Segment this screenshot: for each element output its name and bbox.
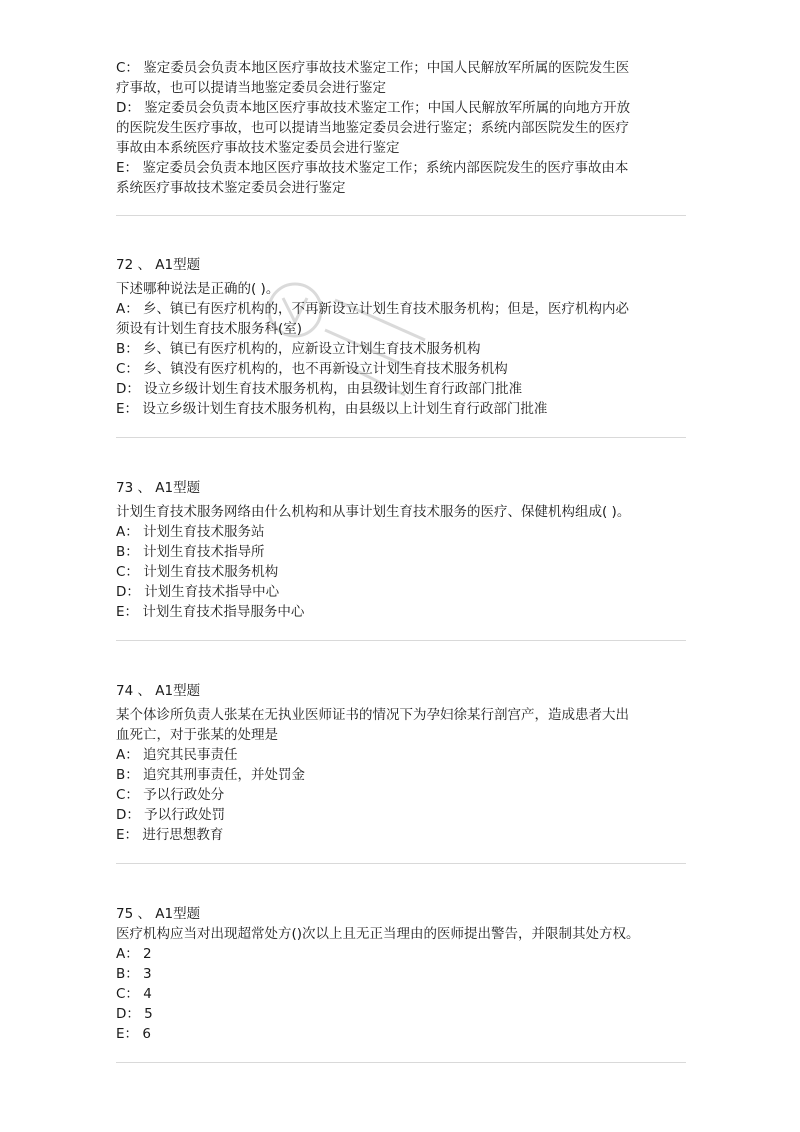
- answer-options: [116, 745, 686, 845]
- previous-question-options: [116, 58, 686, 198]
- answer-option: [116, 582, 686, 602]
- answer-option: [116, 542, 686, 562]
- answer-option: [116, 805, 686, 825]
- option-line: 事故由本系统医疗事故技术鉴定委员会进行鉴定: [116, 140, 400, 156]
- answer-option-line: D： 计划生育技术指导中心: [116, 584, 280, 600]
- answer-option: [116, 1024, 686, 1044]
- section-divider: [116, 640, 686, 641]
- answer-option-line: B： 3: [116, 966, 152, 982]
- answer-options: [116, 944, 686, 1044]
- answer-option: [116, 359, 686, 379]
- question-stem-line: 计划生育技术服务网络由什么机构和从事计划生育技术服务的医疗、保健机构组成( )。: [116, 504, 631, 520]
- option-line: C： 鉴定委员会负责本地区医疗事故技术鉴定工作；中国人民解放军所属的医院发生医: [116, 60, 630, 76]
- section-divider: [116, 863, 686, 864]
- section-divider: [116, 1062, 686, 1063]
- answer-option-line: D： 设立乡级计划生育技术服务机构，由县级计划生育行政部门批准: [116, 381, 523, 397]
- question-stem: [116, 502, 686, 522]
- question-header: 73 、 A1型题: [116, 480, 201, 496]
- answer-option-line: C： 计划生育技术服务机构: [116, 564, 279, 580]
- answer-option: [116, 964, 686, 984]
- answer-option-line: C： 予以行政处分: [116, 787, 225, 803]
- question-header: 74 、 A1型题: [116, 683, 201, 699]
- answer-option-line: E： 设立乡级计划生育技术服务机构，由县级以上计划生育行政部门批准: [116, 401, 548, 417]
- answer-options: [116, 299, 686, 419]
- option-line: 的医院发生医疗事故，也可以提请当地鉴定委员会进行鉴定；系统内部医院发生的医疗: [116, 120, 629, 136]
- answer-option: [116, 602, 686, 622]
- answer-option: [116, 765, 686, 785]
- answer-option-line: B： 追究其刑事责任，并处罚金: [116, 767, 306, 783]
- answer-option-line: A： 计划生育技术服务站: [116, 524, 265, 540]
- question-stem-line: 某个体诊所负责人张某在无执业医师证书的情况下为孕妇徐某行剖宫产，造成患者大出: [116, 707, 629, 723]
- option-line: 疗事故，也可以提请当地鉴定委员会进行鉴定: [116, 80, 386, 96]
- answer-option: [116, 522, 686, 542]
- question-block: [116, 255, 686, 419]
- question-stem-line: 血死亡，对于张某的处理是: [116, 727, 278, 743]
- answer-option: [116, 339, 686, 359]
- option-line: E： 鉴定委员会负责本地区医疗事故技术鉴定工作；系统内部医院发生的医疗事故由本: [116, 160, 629, 176]
- answer-option: [116, 825, 686, 845]
- answer-options: [116, 522, 686, 622]
- answer-option-line: C： 4: [116, 986, 152, 1002]
- question-stem: [116, 705, 686, 745]
- answer-option: [116, 562, 686, 582]
- question-stem-line: 下述哪种说法是正确的( )。: [116, 281, 280, 297]
- answer-option-line: 须设有计划生育技术服务科(室): [116, 321, 303, 337]
- section-divider: [116, 215, 686, 216]
- question-stem: [116, 279, 686, 299]
- answer-option-line: E： 计划生育技术指导服务中心: [116, 604, 305, 620]
- question-block: [116, 478, 686, 622]
- answer-option: [116, 399, 686, 419]
- question-block: [116, 904, 686, 1044]
- question-header: 72 、 A1型题: [116, 257, 201, 273]
- option-line: D： 鉴定委员会负责本地区医疗事故技术鉴定工作；中国人民解放军所属的向地方开放: [116, 100, 631, 116]
- answer-option: [116, 1004, 686, 1024]
- answer-option-line: D： 5: [116, 1006, 153, 1022]
- section-divider: [116, 437, 686, 438]
- option-line: 系统医疗事故技术鉴定委员会进行鉴定: [116, 180, 346, 196]
- answer-option: [116, 944, 686, 964]
- answer-option-line: B： 乡、镇已有医疗机构的，应新设立计划生育技术服务机构: [116, 341, 481, 357]
- answer-option: [116, 299, 686, 339]
- answer-option-line: E： 进行思想教育: [116, 827, 224, 843]
- answer-option: [116, 984, 686, 1004]
- answer-option-line: C： 乡、镇没有医疗机构的，也不再新设立计划生育技术服务机构: [116, 361, 508, 377]
- answer-option-line: A： 追究其民事责任: [116, 747, 238, 763]
- answer-option: [116, 785, 686, 805]
- answer-option: [116, 379, 686, 399]
- answer-option-line: A： 乡、镇已有医疗机构的，不再新设立计划生育技术服务机构；但是，医疗机构内必: [116, 301, 630, 317]
- answer-option-line: A： 2: [116, 946, 152, 962]
- document-page: [116, 58, 686, 1063]
- question-block: [116, 681, 686, 845]
- answer-option-line: B： 计划生育技术指导所: [116, 544, 265, 560]
- answer-option: [116, 745, 686, 765]
- question-stem-line: 医疗机构应当对出现超常处方()次以上且无正当理由的医师提出警告，并限制其处方权。: [116, 926, 640, 942]
- answer-option-line: E： 6: [116, 1026, 151, 1042]
- question-stem: [116, 924, 686, 944]
- question-header: 75 、 A1型题: [116, 906, 201, 922]
- answer-option-line: D： 予以行政处罚: [116, 807, 226, 823]
